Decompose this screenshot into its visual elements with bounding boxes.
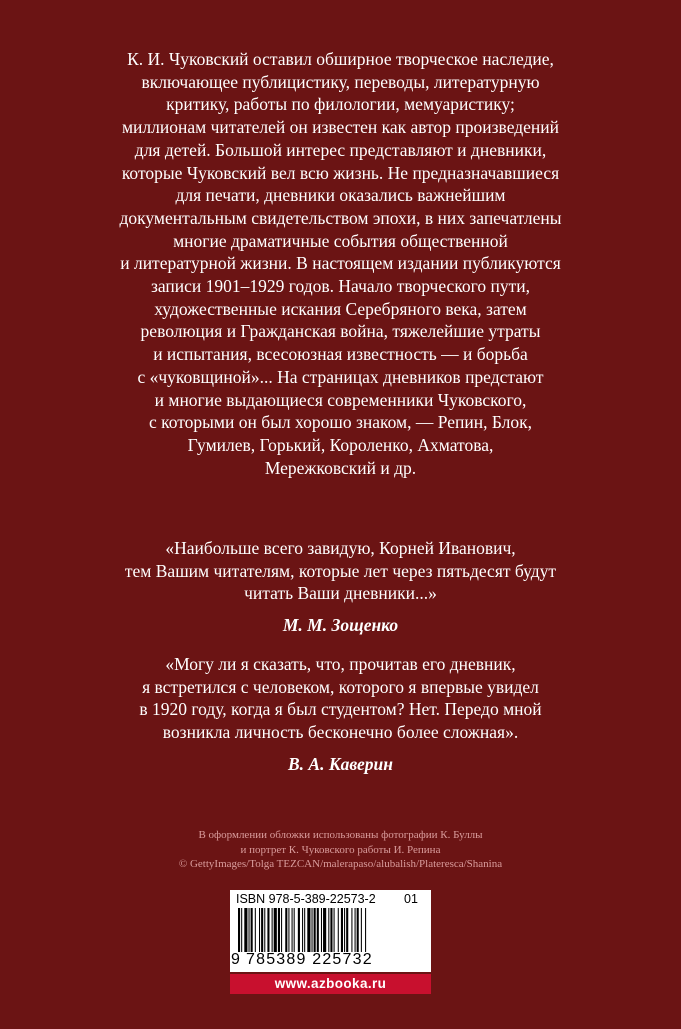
description-line: критику, работы по филологии, мемуаристику;: [166, 94, 515, 115]
barcode-bars-graphic: [238, 908, 424, 952]
description-line: и многие выдающиеся современники Чуковского,: [154, 389, 527, 410]
quote-line: я встретился с человеком, которого я впервые увидел: [142, 676, 539, 697]
quote-line: «Могу ли я сказать, что, прочитав его дневник,: [165, 654, 516, 674]
description-line: Мережковский и др.: [264, 457, 417, 478]
quote-line: читать Ваши дневники...»: [244, 583, 437, 604]
description-line: революция и Гражданская война, тяжелейшие утраты: [140, 321, 541, 342]
quote-zoshchenko: [60, 537, 621, 636]
book-description: [70, 48, 611, 479]
quote-kaverin: [60, 653, 621, 775]
cover-credits: [150, 828, 531, 872]
credits-line: © GettyImages/Tolga TEZCAN/malerapaso/alubalish/Plateresca/Shanina: [178, 858, 503, 870]
isbn-barcode: [230, 890, 431, 972]
quote-author: М. М. Зощенко: [282, 615, 399, 636]
description-line: включающее публицистику, переводы, литературную: [141, 71, 540, 92]
description-line: и литературной жизни. В настоящем издании публикуются: [120, 253, 561, 274]
barcode-addon: 01: [404, 892, 418, 906]
description-line: с которыми он был хорошо знаком, — Репин, Блок,: [148, 412, 533, 433]
description-line: К. И. Чуковский оставил обширное творческое наследие,: [127, 49, 554, 69]
publisher-website: www.azbooka.ru: [230, 974, 431, 994]
description-line: многие драматичные события общественной: [173, 230, 508, 251]
credits-line: В оформлении обложки использованы фотографии К. Буллы: [198, 829, 483, 841]
quote-line: возникла личность бесконечно более сложная».: [162, 722, 519, 743]
description-line: документальным свидетельством эпохи, в них запечатлены: [119, 207, 562, 228]
barcode-first-digit: 9: [231, 951, 242, 968]
description-line: которые Чуковский вел всю жизнь. Не предназначавшиеся: [121, 162, 560, 183]
description-line: миллионам читателей он известен как автор произведений: [121, 117, 560, 138]
description-line: и испытания, всесоюзная известность — и борьба: [153, 344, 528, 365]
quote-author: В. А. Каверин: [287, 753, 394, 774]
description-line: Гумилев, Горький, Короленко, Ахматова,: [187, 434, 494, 455]
credits-line: и портрет К. Чуковского работы И. Репина: [240, 843, 441, 856]
description-line: для печати, дневники оказались важнейшим: [175, 185, 506, 206]
description-line: записи 1901–1929 годов. Начало творческого пути,: [150, 276, 531, 297]
description-line: с «чуковщиной»... На страницах дневников предстают: [137, 366, 544, 387]
description-line: художественные искания Серебряного века, затем: [154, 298, 527, 319]
quote-line: тем Вашим читателям, которые лет через пятьдесят будут: [124, 560, 557, 581]
isbn-number: ISBN 978-5-389-22573-2: [236, 892, 376, 906]
quote-line: в 1920 году, когда я был студентом? Нет. Передо мной: [139, 699, 542, 720]
quote-line: «Наибольше всего завидую, Корней Иванович,: [165, 538, 516, 558]
barcode-digit-groups: 785389 225732: [246, 951, 373, 968]
description-line: для детей. Большой интерес представляют и дневники,: [134, 139, 547, 160]
